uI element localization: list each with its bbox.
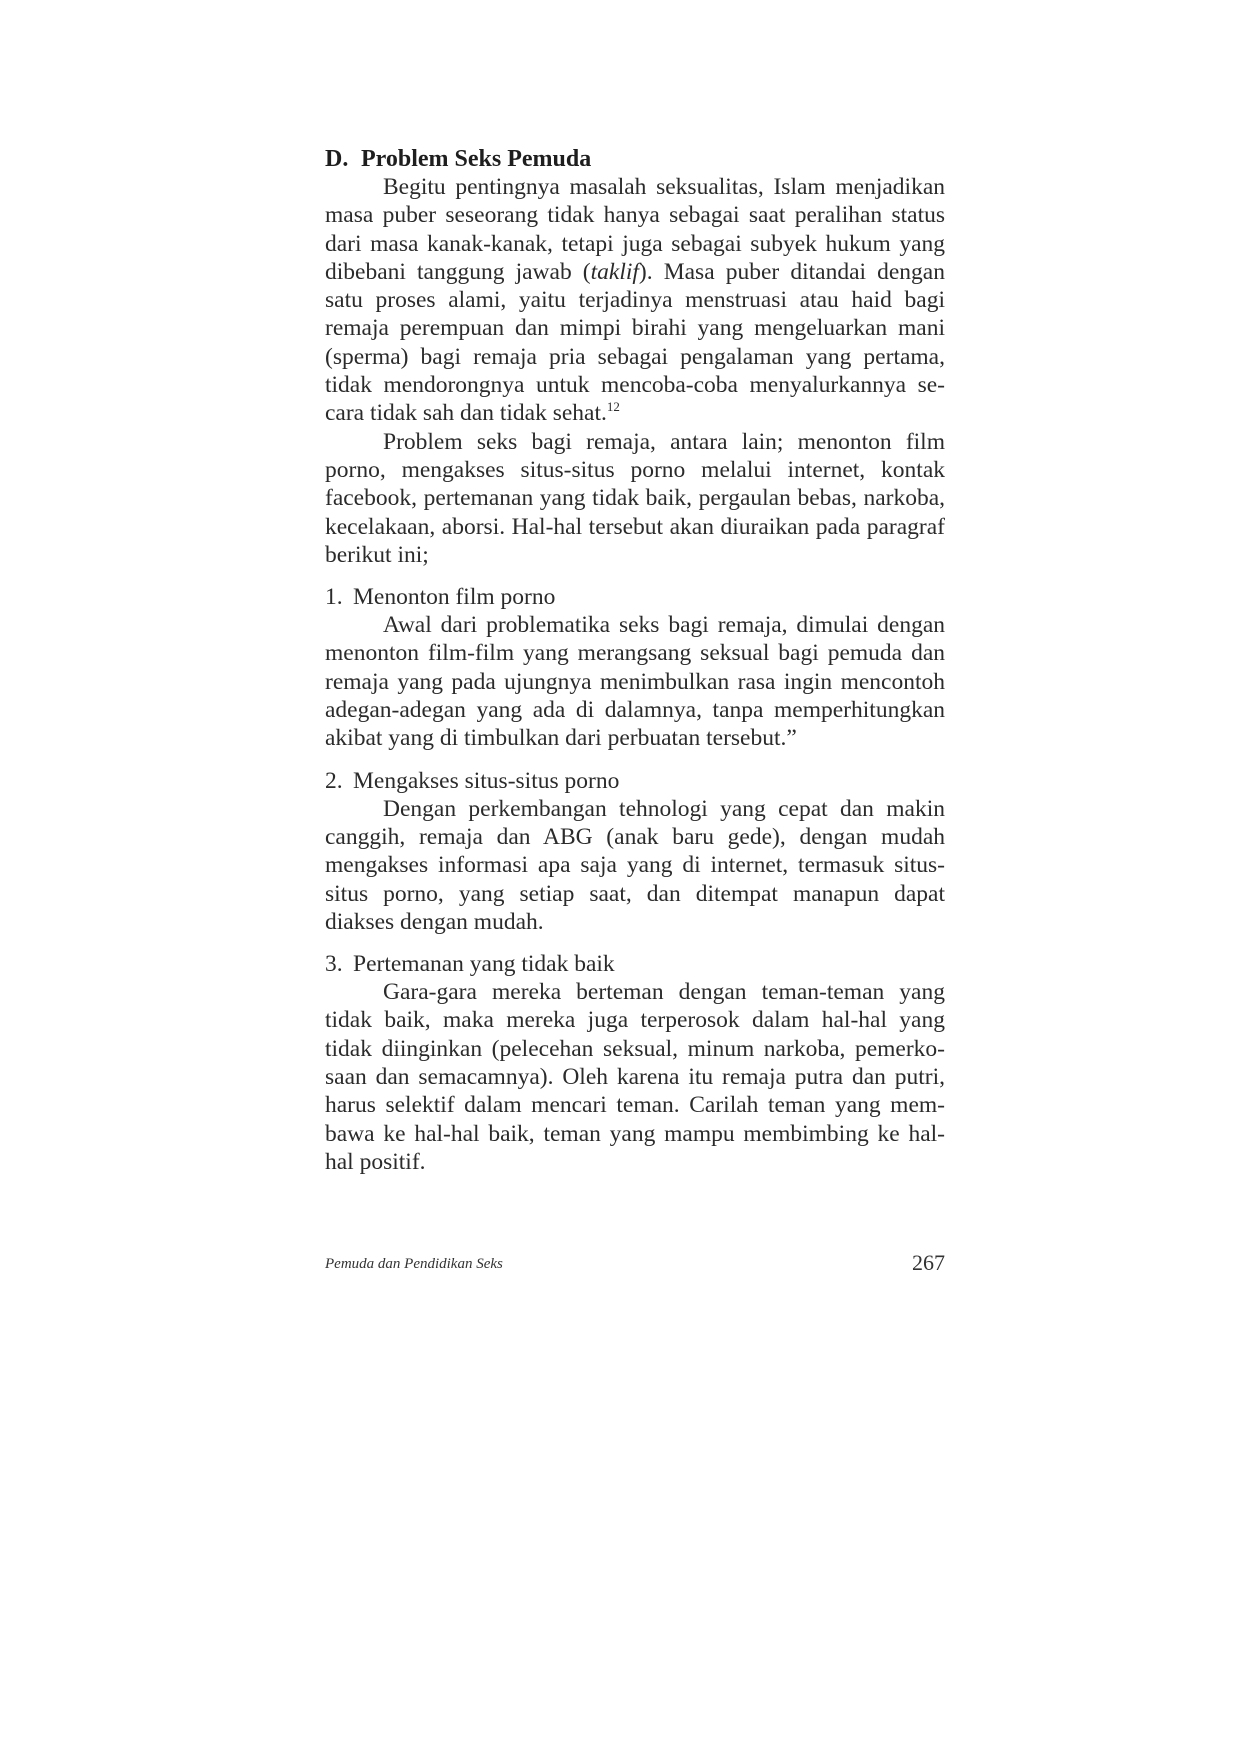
- section-title: Problem Seks Pemuda: [361, 146, 592, 172]
- list-item-1-label: Menonton film porno: [353, 584, 556, 611]
- footer-book-title: Pemuda dan Pendidikan Seks: [325, 1256, 503, 1272]
- list-item-3-number: 3.: [325, 951, 343, 978]
- intro-p1-after: ). Masa puber ditandai dengan satu proses alami, yaitu terjadinya menstruasi atau haid bagi remaja perempuan dan mimpi birahi yang mengeluarkan mani (sperma) bagi remaja pria sebagai pengalaman yang pertama, tidak mendorongnya untuk mencoba-coba menyalurkannya se-cara tidak sah dan tidak sehat.: [325, 258, 945, 427]
- list-item-3-label: Pertemanan yang tidak baik: [353, 951, 615, 978]
- intro-p1-italic-term: taklif: [590, 258, 639, 285]
- list-item-3-title: [325, 950, 945, 978]
- list-item-1-number: 1.: [325, 584, 343, 611]
- list-item-3-text: Gara-gara mereka berteman dengan teman-teman yang tidak baik, maka mereka juga terperosok dalam hal-hal yang tidak diinginkan (pelecehan seksual, minum narkoba, pemerko-saan dan semacamnya). Oleh karena itu remaja putra dan putri, harus selektif dalam mencari teman. Carilah teman yang mem-bawa ke hal-hal baik, teman yang mampu membimbing ke hal-hal positif.: [325, 979, 945, 1175]
- page-footer: [325, 1250, 945, 1280]
- list-item-1-text: Awal dari problematika seks bagi remaja, dimulai dengan menonton film-film yang merangsang seksual bagi pemuda dan remaja yang pada ujungnya menimbulkan rasa ingin mencontoh adegan-adegan yang ada di dalamnya, tanpa memperhitungkan akibat yang di timbulkan dari perbuatan tersebut.”: [325, 612, 945, 752]
- page-number: 267: [912, 1250, 945, 1275]
- list-item-1-title: [325, 583, 945, 611]
- intro-paragraph-1: [325, 173, 945, 428]
- list-item-2-label: Mengakses situs-situs porno: [353, 767, 620, 794]
- intro-p1-before: Begitu pentingnya masalah seksualitas, Islam menjadikan masa puber seseorang tidak hanya sebagai saat peralihan status dari masa kanak-kanak, tetapi juga sebagai subyek hukum yang dibebani tanggung jawab (: [325, 174, 945, 285]
- list-item-2-title: [325, 767, 945, 795]
- list-item-2-number: 2.: [325, 767, 343, 794]
- section-letter: D.: [325, 146, 349, 172]
- page-body: [325, 145, 945, 1176]
- intro-paragraph-2: Problem seks bagi remaja, antara lain; menonton film porno, mengakses situs-situs porno melalui internet, kontak facebook, pertemanan yang tidak baik, pergaulan bebas, narkoba, kecelakaan, aborsi. Hal-hal tersebut akan diuraikan pada paragraf berikut ini;: [325, 428, 945, 568]
- footnote-marker: 12: [606, 399, 620, 415]
- list-item-2-text: Dengan perkembangan tehnologi yang cepat dan makin canggih, remaja dan ABG (anak baru gede), dengan mudah mengakses informasi apa saja yang di internet, termasuk situs-situs porno, yang setiap saat, dan ditempat manapun dapat diakses dengan mudah.: [325, 795, 945, 935]
- section-heading: [325, 145, 945, 173]
